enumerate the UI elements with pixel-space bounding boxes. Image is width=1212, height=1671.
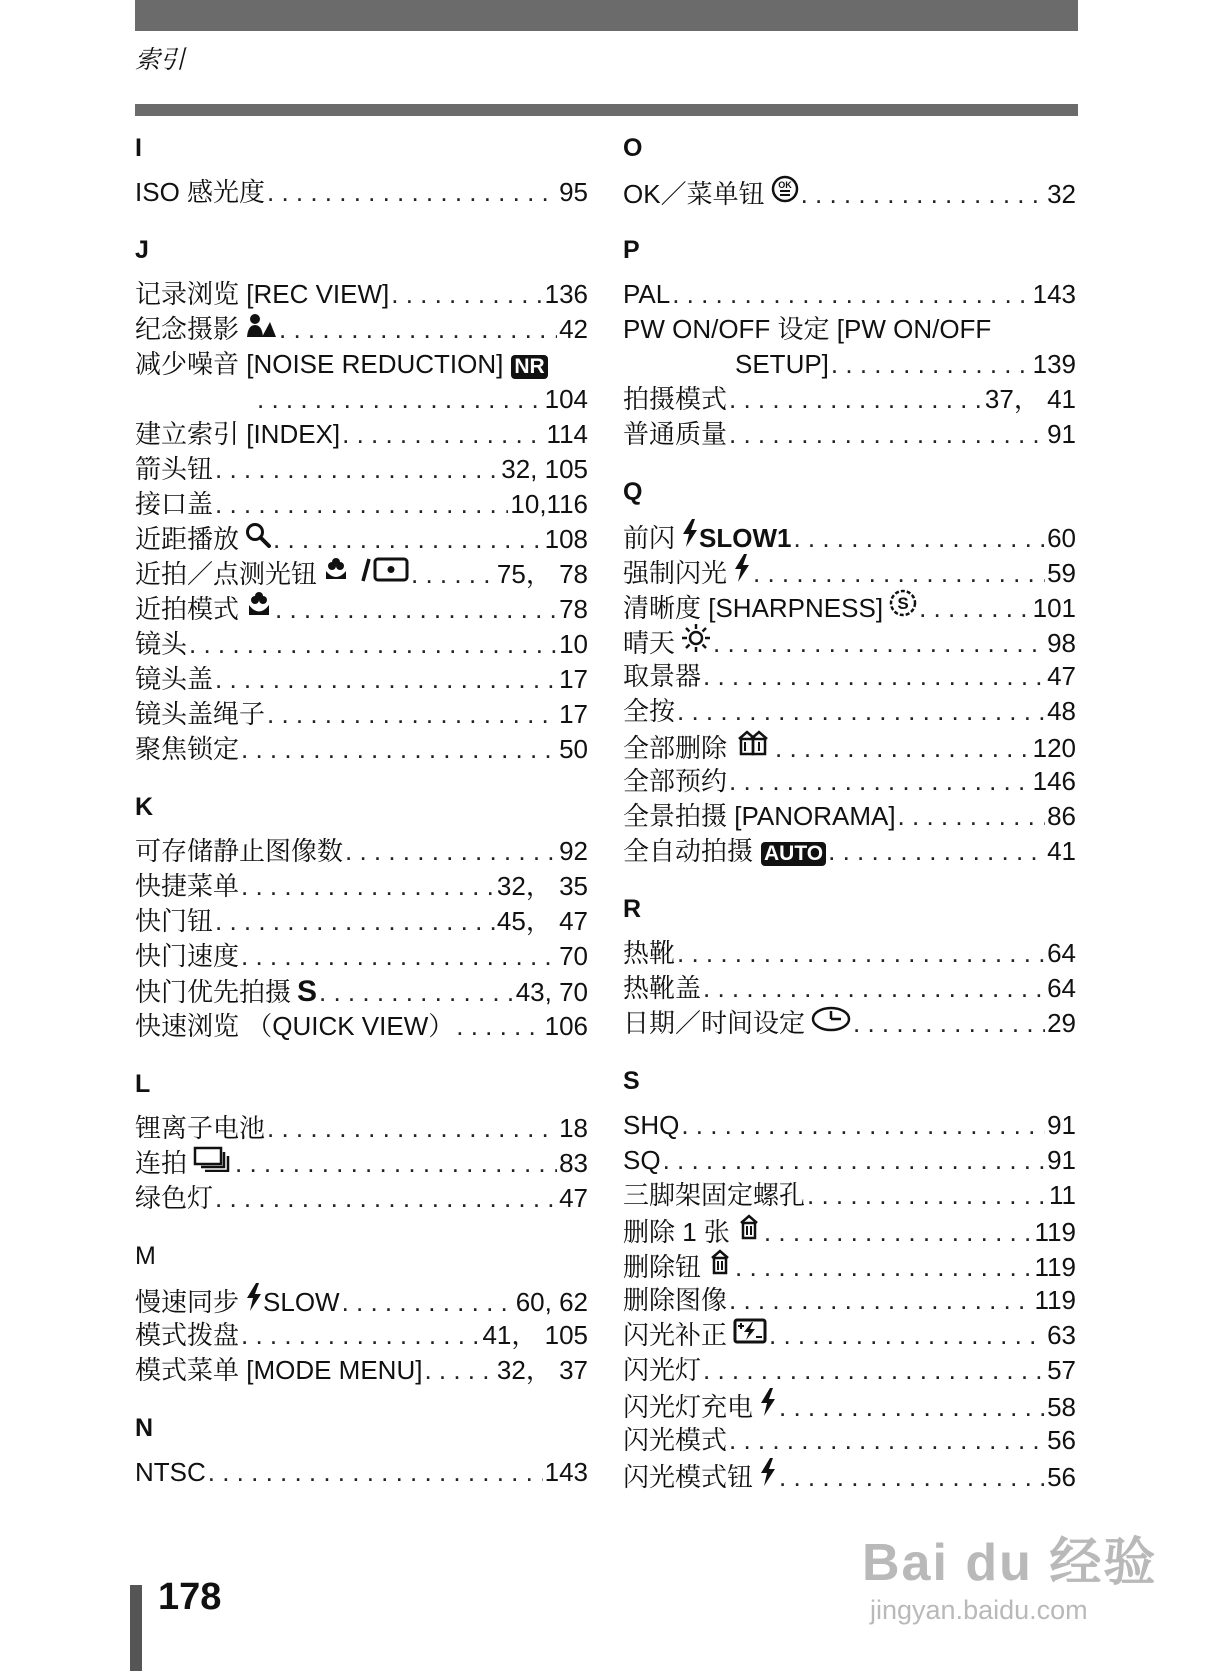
section-letter-j: J bbox=[135, 236, 149, 264]
index-column-left bbox=[135, 132, 588, 1490]
index-entry: 近距播放 . . . 108 bbox=[135, 522, 588, 557]
erase-all-icon bbox=[733, 729, 773, 766]
sequential-shooting-icon bbox=[193, 1146, 233, 1181]
index-entry: PW ON/OFF 设定 [PW ON/OFF bbox=[623, 314, 992, 344]
index-entry: 全按 . . . 48 bbox=[623, 694, 1076, 729]
index-entry: NTSC . . . 143 bbox=[135, 1455, 588, 1490]
index-entry: 普通质量 . . . 91 bbox=[623, 417, 1076, 452]
page-number: 178 bbox=[158, 1576, 222, 1618]
index-entry: 镜头盖绳子 . . . 17 bbox=[135, 697, 588, 732]
index-entry: 全部删除 . . . 120 bbox=[623, 729, 1076, 764]
section-letter-l: L bbox=[135, 1070, 151, 1098]
index-entry: PAL . . . 143 bbox=[623, 277, 1076, 312]
index-entry: 前闪 SLOW1 . . . 60 bbox=[623, 519, 1076, 554]
index-entry: 建立索引 [INDEX] . . . 114 bbox=[135, 417, 588, 452]
clock-icon bbox=[811, 1006, 851, 1041]
index-entry: 镜头盖 . . . 17 bbox=[135, 662, 588, 697]
auto-mode-icon: AUTO bbox=[761, 842, 826, 866]
index-entry: 拍摄模式 . . . 37， 41 bbox=[623, 382, 1076, 417]
index-entry: 全自动拍摄 AUTO . . . 41 bbox=[623, 834, 1076, 869]
section-letter-k: K bbox=[135, 793, 154, 821]
page-number-bar bbox=[130, 1585, 142, 1671]
index-entry: 热靴盖 . . . 64 bbox=[623, 971, 1076, 1006]
index-entry: 记录浏览 [REC VIEW] . . . 136 bbox=[135, 277, 588, 312]
section-letter-p: P bbox=[623, 236, 640, 264]
index-entry: ISO 感光度 . . . 95 bbox=[135, 175, 588, 210]
index-entry: 日期／时间设定 . . . 29 bbox=[623, 1006, 1076, 1041]
svg-text:OK: OK bbox=[777, 180, 792, 190]
index-entry: SQ . . . 91 bbox=[623, 1143, 1076, 1178]
index-entry: 闪光模式钮 . . . 56 bbox=[623, 1458, 1076, 1493]
index-entry: 取景器 . . . 47 bbox=[623, 659, 1076, 694]
page-header-title: 索引 bbox=[135, 46, 186, 74]
index-entry: 全景拍摄 [PANORAMA] . . . 86 bbox=[623, 799, 1076, 834]
section-letter-m: M bbox=[135, 1242, 156, 1270]
index-entry: 慢速同步 SLOW . . . 60, 62 bbox=[135, 1283, 588, 1318]
index-entry: 热靴 . . . 64 bbox=[623, 936, 1076, 971]
section-letter-q: Q bbox=[623, 478, 643, 506]
index-entry: 近拍模式 . . . 78 bbox=[135, 592, 588, 627]
index-entry: 删除图像 . . . 119 bbox=[623, 1283, 1076, 1318]
section-letter-o: O bbox=[623, 134, 643, 162]
index-entry: 删除 1 张 . . . 119 bbox=[623, 1213, 1076, 1248]
index-entry: 全部预约 . . . 146 bbox=[623, 764, 1076, 799]
index-entry-continued: . . . 104 bbox=[135, 382, 588, 417]
index-entry: 删除钮 . . . 119 bbox=[623, 1248, 1076, 1283]
index-entry: 模式拨盘 . . . 41， 105 bbox=[135, 1318, 588, 1353]
erase-icon bbox=[707, 1248, 733, 1285]
flash-compensation-icon bbox=[733, 1318, 767, 1353]
index-entry: 可存储静止图像数 . . . 92 bbox=[135, 834, 588, 869]
noise-reduction-icon: NR bbox=[511, 355, 547, 379]
index-entry: 接口盖 . . . 10,116 bbox=[135, 487, 588, 522]
sharpness-icon bbox=[889, 589, 917, 626]
index-entry: 闪光灯 . . . 57 bbox=[623, 1353, 1076, 1388]
section-letter-i: I bbox=[135, 134, 142, 162]
watermark-logo: Bai du 经验 bbox=[862, 1534, 1158, 1592]
index-entry: 快捷菜单 . . . 32， 35 bbox=[135, 869, 588, 904]
section-letter-n: N bbox=[135, 1414, 154, 1442]
erase-icon bbox=[736, 1213, 762, 1250]
index-entry: 晴天 . . . 98 bbox=[623, 624, 1076, 659]
index-entry: 连拍 . . . 83 bbox=[135, 1146, 588, 1181]
section-letter-r: R bbox=[623, 895, 642, 923]
index-entry: 快门速度 . . . 70 bbox=[135, 939, 588, 974]
macro-spot-icon bbox=[323, 557, 409, 592]
index-entry: 减少噪音 [NOISE REDUCTION] NR bbox=[135, 347, 588, 382]
flash-icon bbox=[681, 519, 699, 556]
watermark bbox=[862, 1520, 1157, 1626]
index-entry: 闪光灯充电 . . . 58 bbox=[623, 1388, 1076, 1423]
top-bar bbox=[135, 0, 1078, 31]
index-entry: 箭头钮 . . . 32, 105 bbox=[135, 452, 588, 487]
index-column-right bbox=[623, 132, 1076, 1493]
index-entry: 清晰度 [SHARPNESS] S . . . 101 bbox=[623, 589, 1076, 624]
index-entry: OK／菜单钮 OK . . . 32 bbox=[623, 175, 1076, 210]
index-entry-continued: SETUP] . . . 139 bbox=[623, 347, 1076, 382]
index-entry: 纪念摄影 . . . 42 bbox=[135, 312, 588, 347]
index-entry: 绿色灯 . . . 47 bbox=[135, 1181, 588, 1216]
index-entry: 快速浏览 （QUICK VIEW） . . . 106 bbox=[135, 1009, 588, 1044]
macro-icon bbox=[245, 592, 273, 627]
index-entry: 快门优先拍摄 S . . . 43, 70 bbox=[135, 974, 588, 1009]
shutter-priority-icon: S bbox=[297, 975, 318, 1008]
magnify-icon bbox=[245, 522, 271, 557]
index-entry: 镜头 . . . 10 bbox=[135, 627, 588, 662]
sun-icon bbox=[681, 624, 711, 661]
flash-icon bbox=[245, 1283, 263, 1320]
watermark-url: jingyan.baidu.com bbox=[870, 1595, 1088, 1625]
index-entry: 三脚架固定螺孔 . . . 11 bbox=[623, 1178, 1076, 1213]
index-entry: 快门钮 . . . 45， 47 bbox=[135, 904, 588, 939]
header-rule bbox=[135, 104, 1078, 116]
section-letter-s: S bbox=[623, 1067, 640, 1095]
index-entry: 闪光模式 . . . 56 bbox=[623, 1423, 1076, 1458]
index-entry: 锂离子电池 . . . 18 bbox=[135, 1111, 588, 1146]
index-entry: 聚焦锁定 . . . 50 bbox=[135, 732, 588, 767]
flash-icon bbox=[733, 554, 751, 591]
leader-dots bbox=[267, 175, 557, 210]
ok-button-icon bbox=[771, 175, 799, 212]
flash-icon bbox=[759, 1388, 777, 1425]
index-entry: 近拍／点测光钮 . . . 75， 78 bbox=[135, 557, 588, 592]
index-entry: 模式菜单 [MODE MENU] . . . 32， 37 bbox=[135, 1353, 588, 1388]
index-entry: 闪光补正 . . . 63 bbox=[623, 1318, 1076, 1353]
flash-icon bbox=[759, 1458, 777, 1495]
index-entry: 强制闪光 . . . 59 bbox=[623, 554, 1076, 589]
svg-text:S: S bbox=[897, 594, 909, 613]
index-entry: SHQ . . . 91 bbox=[623, 1108, 1076, 1143]
portrait-scene-icon bbox=[245, 312, 277, 347]
